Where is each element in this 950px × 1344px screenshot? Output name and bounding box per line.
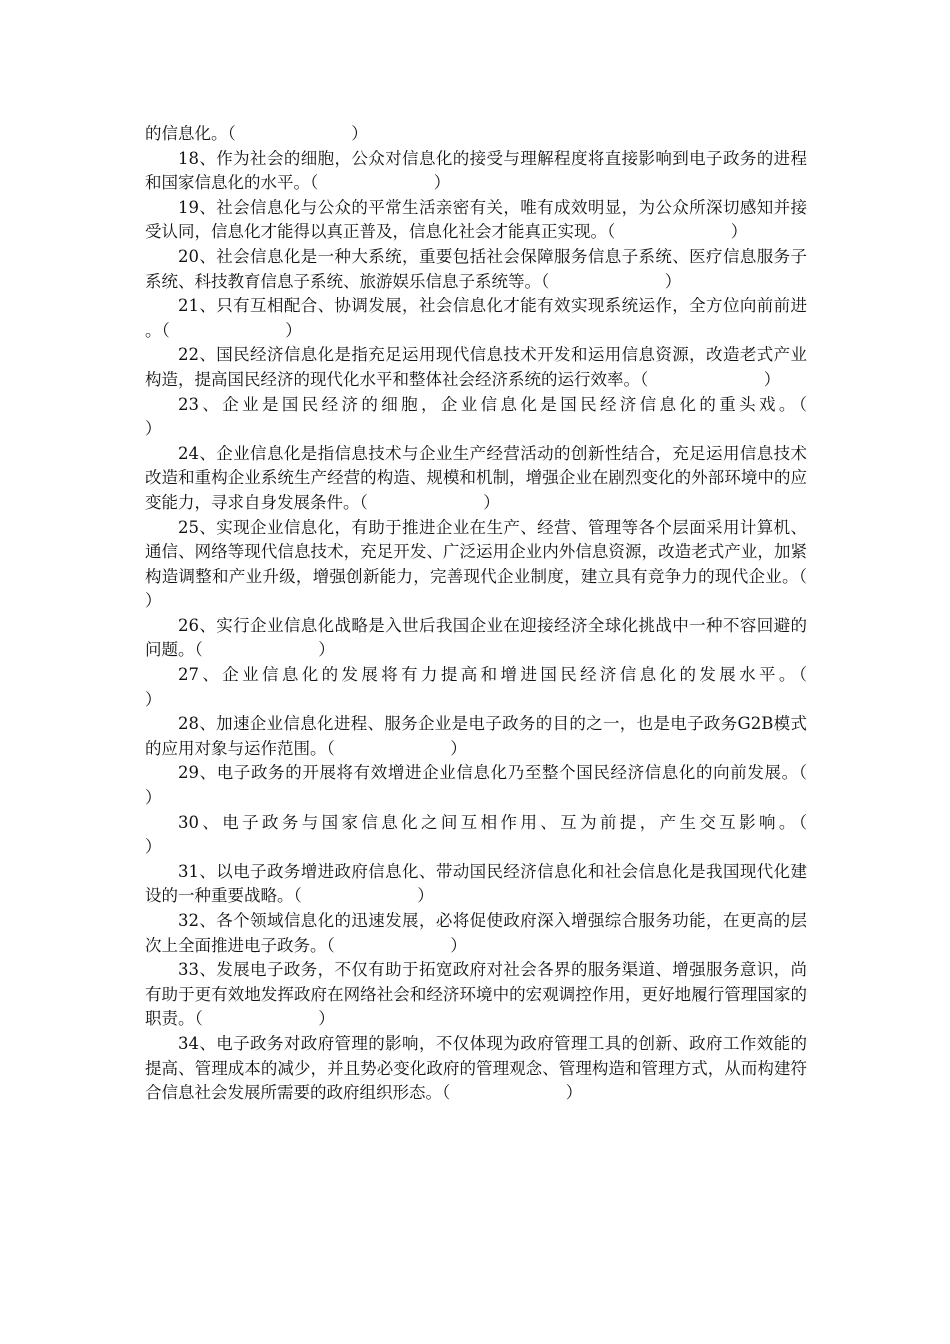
question-27: 27、企业信息化的发展将有力提高和增进国民经济信息化的发展水平。（ ） [145, 665, 923, 709]
question-26: 26、实行企业信息化战略是入世后我国企业在迎接经济全球化挑战中一种不容回避的问题。（ ） [145, 615, 807, 660]
question-30: 30、电子政务与国家信息化之间互相作用、互为前提，产生交互影响。（ ） [145, 812, 923, 857]
question-33: 33、发展电子政务，不仅有助于拓宽政府对社会各界的服务渠道、增强服务意识，尚有助于更有效地发挥政府在网络社会和经济环境中的宏观调控作用，更好地履行管理国家的职责。（ ） [145, 960, 807, 1029]
question-32: 32、各个领域信息化的迅速发展，必将促使政府深入增强综合服务功能，在更高的层次上全面推进电子政务。（ ） [145, 911, 807, 955]
question-23: 23、企业是国民经济的细胞，企业信息化是国民经济信息化的重头戏。（ ） [145, 394, 923, 439]
question-20: 20、社会信息化是一种大系统，重要包括社会保障服务信息子系统、医疗信息服务子系统、科技教育信息子系统、旅游娱乐信息子系统等。（ ） [145, 246, 807, 291]
question-34: 34、电子政务对政府管理的影响，不仅体现为政府管理工具的创新、政府工作效能的提高、管理成本的减少，并且势必变化政府的管理观念、管理构造和管理方式，从而构建符合信息社会发展所需要的政府组织形态。（ ） [145, 1033, 807, 1103]
question-19: 19、社会信息化与公众的平常生活亲密有关，唯有成效明显，为公众所深切感知并接受认同，信息化才能得以真正普及，信息化社会才能真正实现。（ ） [145, 197, 807, 242]
question-24: 24、企业信息化是指信息技术与企业生产经营活动的创新性结合，充足运用信息技术改造和重构企业系统生产经营的构造、规模和机制，增强企业在剧烈变化的外部环境中的应变能力，寻求自身发展条件。（ ） [145, 443, 807, 512]
question-29: 29、电子政务的开展将有效增进企业信息化乃至整个国民经济信息化的向前发展。（ ） [145, 763, 923, 808]
question-21: 21、只有互相配合、协调发展，社会信息化才能有效实现系统运作，全方位向前前进。（ ） [145, 296, 807, 340]
question-22: 22、国民经济信息化是指充足运用现代信息技术开发和运用信息资源，改造老式产业构造，提高国民经济的现代化水平和整体社会经济系统的运行效率。（ ） [145, 345, 807, 389]
question-25: 25、实现企业信息化，有助于推进企业在生产、经营、管理等各个层面采用计算机、通信、网络等现代信息技术，充足开发、广泛运用企业内外信息资源，改造老式产业，加紧构造调整和产业升级，增强创新能力，完善现代企业制度，建立具有竞争力的现代企业。（ ） [145, 517, 923, 611]
question-31: 31、以电子政务增进政府信息化、带动国民经济信息化和社会信息化是我国现代化建设的一种重要战略。（ ） [145, 861, 807, 906]
question-17-continued: 的信息化。（ ） [145, 124, 368, 143]
document-page [145, 122, 923, 1106]
question-18: 18、作为社会的细胞，公众对信息化的接受与理解程度将直接影响到电子政务的进程和国家信息化的水平。（ ） [145, 148, 807, 193]
question-28: 28、加速企业信息化进程、服务企业是电子政务的目的之一，也是电子政务G2B模式的应用对象与运作范围。（ ） [145, 714, 807, 758]
